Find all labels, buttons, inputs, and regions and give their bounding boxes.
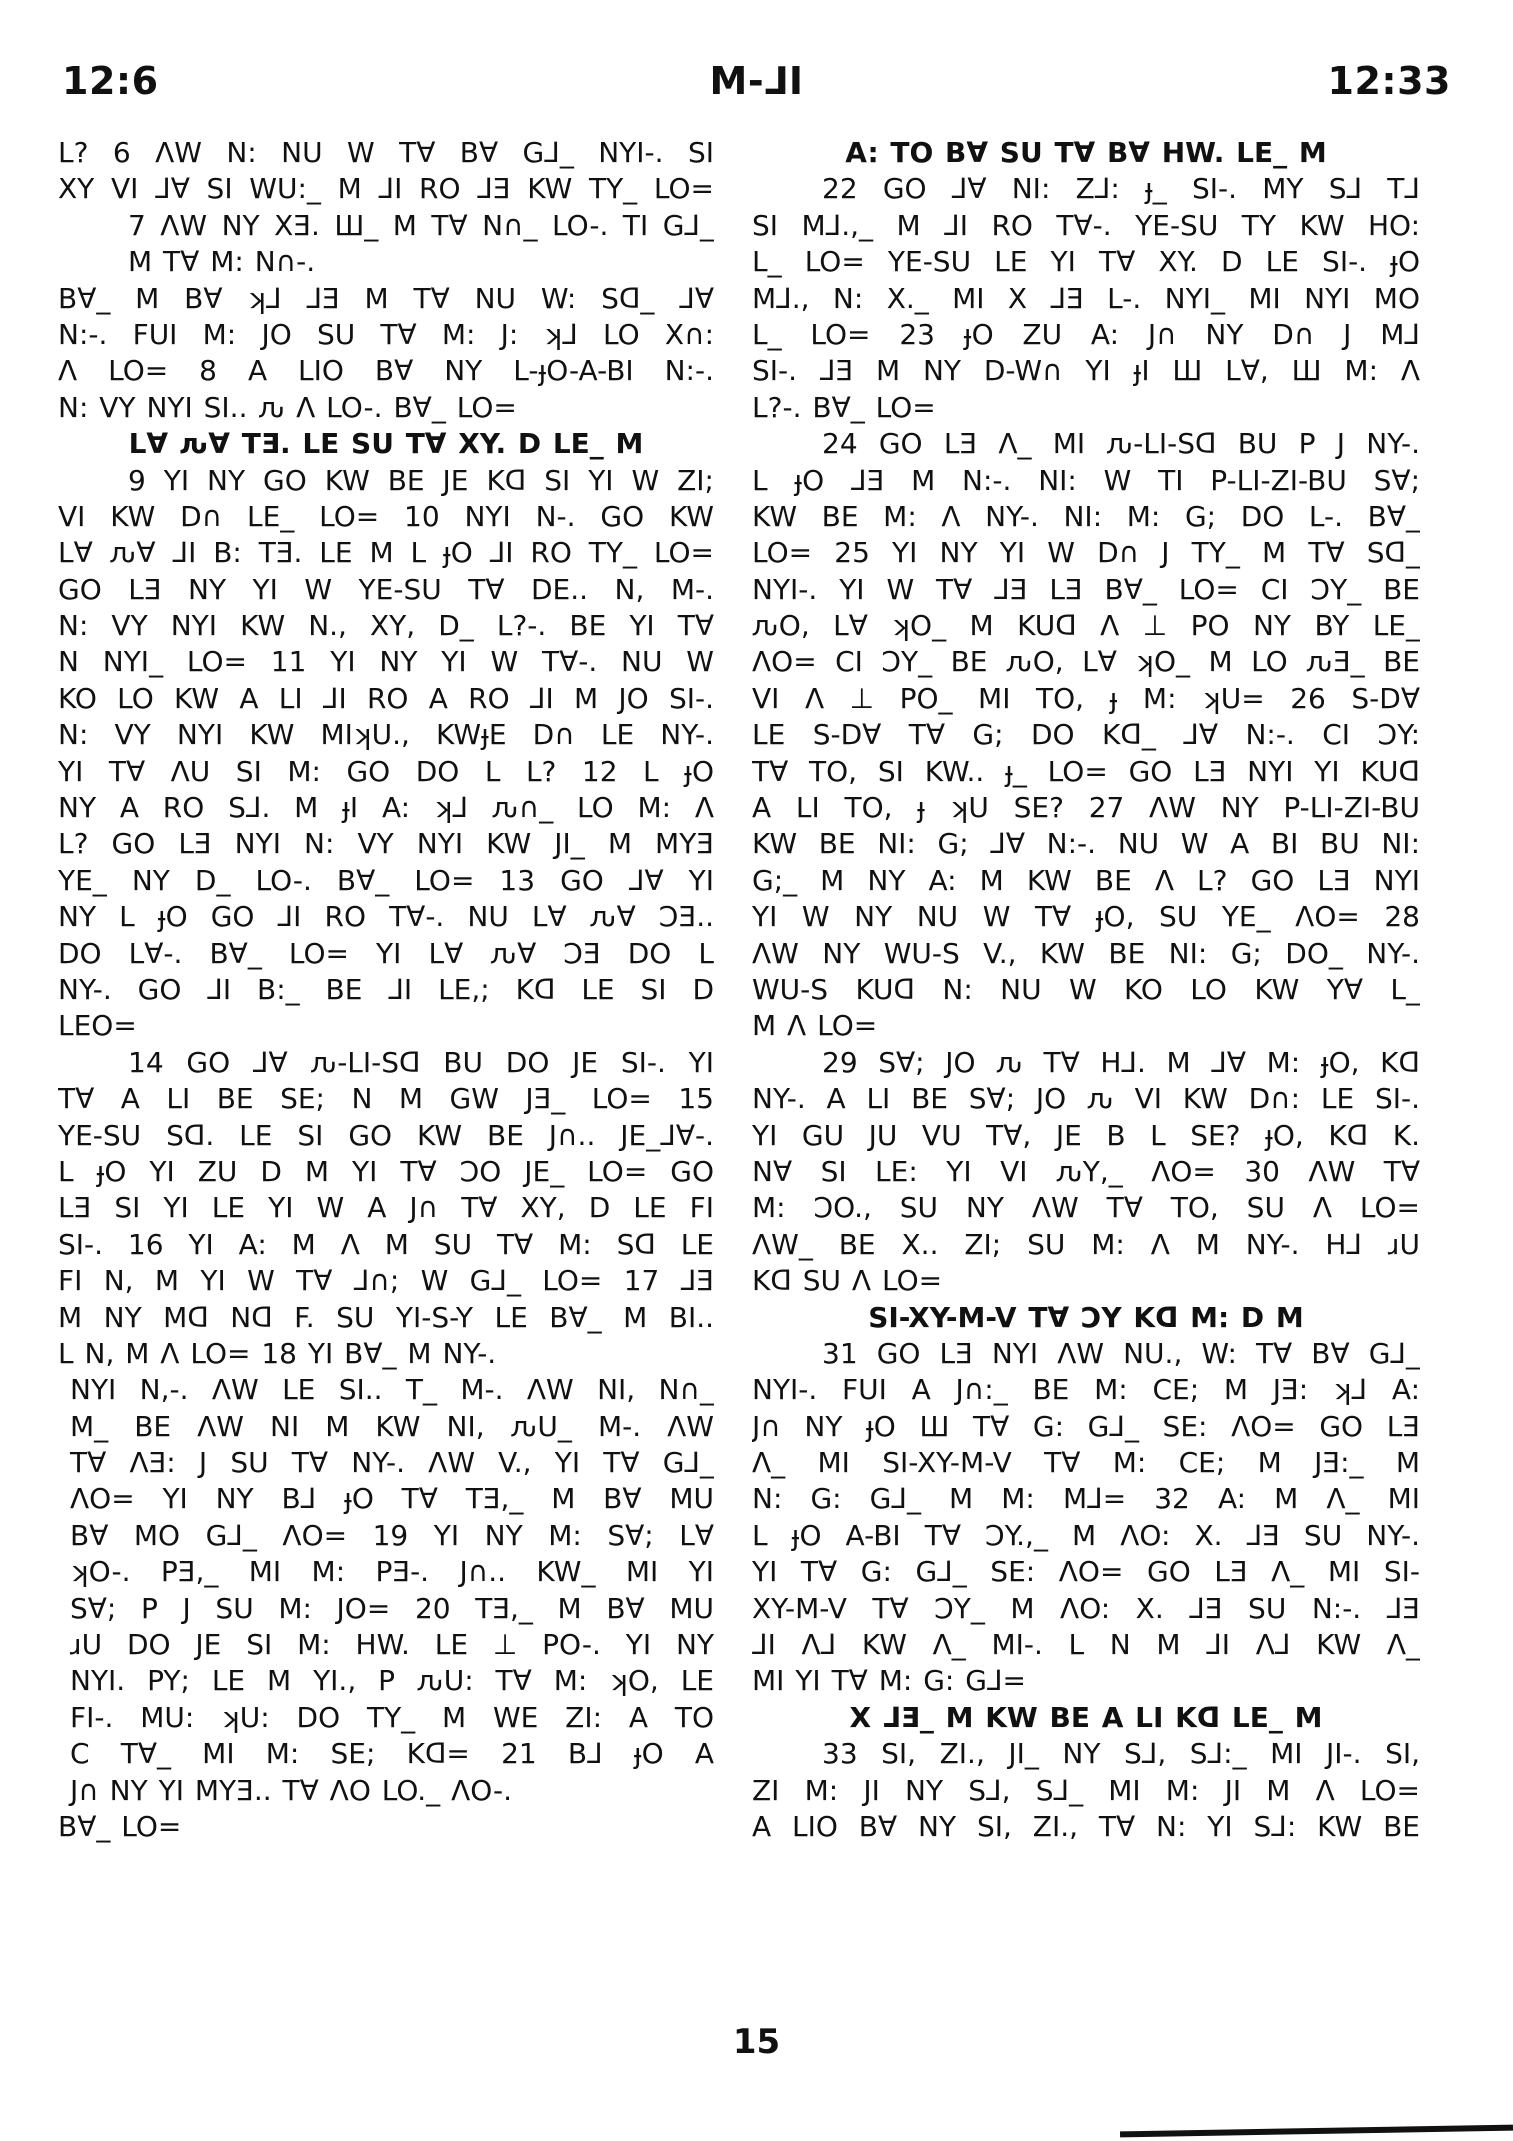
text-line: S∀; P J SU M: JO= 20 TƎ,_ M B∀ MU xyxy=(70,1591,714,1625)
text-line: LƎ SI YI LE YI W A J∩ T∀ XY, D LE FI xyxy=(58,1191,714,1225)
text-line: C T∀_ MI M: SE; Kᗡ= 21 B⅃ ɟO A xyxy=(70,1737,714,1771)
text-line: YI T∀ ɅU SI M: GO DO L L? 12 L ɟO xyxy=(58,754,714,788)
text-line: 33 SI, ZI., JI_ NY S⅃, S⅃:_ MI JI-. SI, xyxy=(822,1737,1420,1771)
text-line: YI GU JU VU T∀, JE B L SE? ɟO, Kᗡ K. xyxy=(752,1118,1420,1152)
text-line: L∀ ԉ∀ ⅃I B: TƎ. LE M L ɟO ⅃I RO TY_ LO= xyxy=(58,536,714,570)
text-line: M: ƆO., SU NY ΛW T∀ TO, SU Λ LO= xyxy=(752,1191,1420,1225)
text-line: ɹU DO JE SI M: HW. LE ⊥ PO-. YI NY xyxy=(70,1628,714,1662)
text-line: KO LO KW A LI ⅃I RO A RO ⅃I M JO SI-. xyxy=(58,681,714,715)
section-heading: L∀ ԉ∀ TƎ. LE SU T∀ XY. D LE_ M xyxy=(128,427,644,461)
text-line: A LI TO, ɟ ʞU SE? 27 ΛW NY P-LI-ZI-BU xyxy=(752,791,1420,825)
text-line: NY A RO S⅃. M ɟI A: ʞ⅃ ԉ∩_ LO M: Λ xyxy=(58,791,714,825)
text-line: ΛO= YI NY B⅃ ɟO T∀ TƎ,_ M B∀ MU xyxy=(70,1482,714,1516)
section-heading: SI-XY-M-V T∀ ƆY Kᗡ M: D M xyxy=(868,1300,1304,1334)
left-text-column xyxy=(58,135,714,1845)
text-line: N: G: G⅃_ M M: M⅃= 32 A: M Λ_ MI xyxy=(752,1482,1420,1516)
text-line: T∀ ɅƎ: J SU T∀ NY-. ΛW V., YI T∀ G⅃_ xyxy=(70,1446,714,1480)
text-line: 14 GO ⅃∀ ԉ-LI-Sᗡ BU DO JE SI-. YI xyxy=(128,1045,714,1079)
text-line: FI N, M YI W T∀ ⅃∩; W G⅃_ LO= 17 ⅃Ǝ xyxy=(58,1264,714,1298)
text-line: M Λ LO= xyxy=(752,1009,878,1043)
right-text-column xyxy=(752,135,1420,1845)
text-line: J∩ NY ɟO Ш T∀ G: G⅃_ SE: ΛO= GO LƎ xyxy=(752,1409,1420,1443)
text-line: 29 S∀; JO ԉ T∀ H⅃. M ⅃∀ M: ɟO, Kᗡ xyxy=(822,1045,1420,1079)
text-line: L? GO LƎ NYI N: VY NYI KW JI_ M MYƎ xyxy=(58,827,714,861)
text-line: XY-M-V T∀ ƆY_ M ΛO: X. ⅃Ǝ SU N:-. ⅃Ǝ xyxy=(752,1591,1420,1625)
text-line: G;_ M NY A: M KW BE Λ L? GO LƎ NYI xyxy=(752,863,1420,897)
text-line: 22 GO ⅃∀ NI: Z⅃: ɟ_ SI-. MY S⅃ T⅃ xyxy=(822,172,1420,206)
text-line: NY L ɟO GO ⅃I RO T∀-. NU L∀ ԉ∀ ƆƎ.. xyxy=(58,900,714,934)
text-line: N∀ SI LE: YI VI ԉY,_ ΛO= 30 ΛW T∀ xyxy=(752,1154,1420,1188)
page-number: 15 xyxy=(732,2022,781,2062)
chapter-verse-start: 12:6 xyxy=(62,59,159,103)
text-line: 24 GO LƎ Λ_ MI ԉ-LI-Sᗡ BU P J NY-. xyxy=(822,427,1420,461)
text-line: ʞO-. PƎ,_ MI M: PƎ-. J∩.. KW_ MI YI xyxy=(70,1555,714,1589)
text-line: M⅃., N: X._ MI X ⅃Ǝ L-. NYI_ MI NYI MO xyxy=(752,281,1420,315)
text-line: M T∀ M: N∩-. xyxy=(128,245,316,279)
scan-edge-line xyxy=(1120,2125,1513,2138)
text-line: Λ LO= 8 A LIO B∀ NY L-ɟO-A-BI N:-. xyxy=(58,354,714,388)
text-line: L_ LO= 23 ɟO ZU A: J∩ NY D∩ J M⅃ xyxy=(752,317,1420,351)
section-heading: X ⅃Ǝ_ M KW BE A LI Kᗡ LE_ M xyxy=(849,1700,1323,1734)
text-line: VI Λ ⊥ PO_ MI TO, ɟ M: ʞU= 26 S-D∀ xyxy=(752,681,1420,715)
text-line: M NY Mᗡ Nᗡ F. SU YI-S-Y LE B∀_ M BI.. xyxy=(58,1300,714,1334)
text-line: ΛW_ BE X.. ZI; SU M: Λ M NY-. H⅃ ɹU xyxy=(752,1227,1420,1261)
text-line: B∀_ LO= xyxy=(58,1809,182,1843)
text-line: M_ BE ΛW NI M KW NI, ԉU_ M-. ΛW xyxy=(70,1409,714,1443)
text-line: N: VY NYI KW MIʞU., KWɟE D∩ LE NY-. xyxy=(58,718,714,752)
text-line: N:-. FUI M: JO SU T∀ M: J: ʞ⅃ LO X∩: xyxy=(58,317,714,351)
text-line: 7 ΛW NY XƎ. Ш_ M T∀ N∩_ LO-. TI G⅃_ xyxy=(128,208,714,242)
text-line: LO= 25 YI NY YI W D∩ J TY_ M T∀ Sᗡ_ xyxy=(752,536,1420,570)
text-line: DO L∀-. B∀_ LO= YI L∀ ԉ∀ ƆƎ DO L xyxy=(58,936,714,970)
book-title: M-⅃I xyxy=(709,59,804,103)
text-line: ԉO, L∀ ʞO_ M KUᗡ Λ ⊥ PO NY BY LE_ xyxy=(752,609,1420,643)
text-line: KW BE NI: G; ⅃∀ N:-. NU W A BI BU NI: xyxy=(752,827,1420,861)
text-line: 31 GO LƎ NYI ΛW NU., W: T∀ B∀ G⅃_ xyxy=(822,1336,1420,1370)
text-line: L ɟO YI ZU D M YI T∀ ƆO JE_ LO= GO xyxy=(58,1154,714,1188)
text-line: SI-. ⅃Ǝ M NY D-W∩ YI ɟI Ш L∀, Ш M: Λ xyxy=(752,354,1420,388)
text-line: VI KW D∩ LE_ LO= 10 NYI N-. GO KW xyxy=(58,499,714,533)
text-line: ZI M: JI NY S⅃, S⅃_ MI M: JI M Λ LO= xyxy=(752,1773,1420,1807)
text-line: J∩ NY YI MYƎ.. T∀ ΛO LO._ ΛO-. xyxy=(70,1773,513,1807)
text-line: KW BE M: Λ NY-. NI: M: G; DO L-. B∀_ xyxy=(752,499,1420,533)
text-line: L? 6 ΛW N: NU W T∀ B∀ G⅃_ NYI-. SI xyxy=(58,136,714,169)
text-line: YE-SU Sᗡ. LE SI GO KW BE J∩.. JE_⅃∀-. xyxy=(58,1118,714,1152)
section-heading: A: TO B∀ SU T∀ B∀ HW. LE_ M xyxy=(845,136,1327,169)
text-line: NYI-. FUI A J∩:_ BE M: CE; M JƎ: ʞ⅃ A: xyxy=(752,1373,1420,1407)
text-line: WU-S KUᗡ N: NU W KO LO KW Y∀ L_ xyxy=(752,972,1420,1006)
text-line: L?-. B∀_ LO= xyxy=(752,390,936,424)
text-line: 9 YI NY GO KW BE JE Kᗡ SI YI W ZI; xyxy=(128,463,714,497)
text-line: B∀_ M B∀ ʞ⅃ ⅃Ǝ M T∀ NU W: Sᗡ_ ⅃∀ xyxy=(58,281,714,315)
text-line: Kᗡ SU Λ LO= xyxy=(752,1264,943,1298)
text-line: NYI N,-. ΛW LE SI.. T_ M-. ΛW NI, N∩_ xyxy=(70,1373,714,1407)
chapter-verse-end: 12:33 xyxy=(1327,59,1451,103)
text-line: NYI. PY; LE M YI., P ԉU: T∀ M: ʞO, LE xyxy=(70,1664,714,1698)
text-line: T∀ TO, SI KW.. ɟ_ LO= GO LƎ NYI YI KUᗡ xyxy=(752,754,1420,788)
text-line: N: VY NYI KW N., XY, D_ L?-. BE YI T∀ xyxy=(58,609,714,643)
text-line: GO LƎ NY YI W YE-SU T∀ DE.. N, M-. xyxy=(58,572,714,606)
text-line: YI T∀ G: G⅃_ SE: ΛO= GO LƎ Λ_ MI SI- xyxy=(752,1555,1420,1589)
text-line: NYI-. YI W T∀ ⅃Ǝ LƎ B∀_ LO= CI ƆY_ BE xyxy=(752,572,1420,606)
text-line: YE_ NY D_ LO-. B∀_ LO= 13 GO ⅃∀ YI xyxy=(58,863,714,897)
text-line: B∀ MO G⅃_ ΛO= 19 YI NY M: S∀; L∀ xyxy=(70,1518,714,1552)
text-line: SI M⅃.,_ M ⅃I RO T∀-. YE-SU TY KW HO: xyxy=(752,208,1420,242)
text-line: A LIO B∀ NY SI, ZI., T∀ N: YI S⅃: KW BE xyxy=(752,1809,1420,1843)
text-line: ΛW NY WU-S V., KW BE NI: G; DO_ NY-. xyxy=(752,936,1420,970)
text-line: Λ_ MI SI-XY-M-V T∀ M: CE; M JƎ:_ M xyxy=(752,1446,1420,1480)
text-line: ⅃I Ʌ⅃ KW Λ_ MI-. L N M ⅃I Ʌ⅃ KW Λ_ xyxy=(752,1628,1420,1662)
text-line: NY-. A LI BE S∀; JO ԉ VI KW D∩: LE SI-. xyxy=(752,1082,1420,1116)
text-line: L ɟO ⅃Ǝ M N:-. NI: W TI P-LI-ZI-BU S∀; xyxy=(752,463,1420,497)
text-line: L_ LO= YE-SU LE YI T∀ XY. D LE SI-. ɟO xyxy=(752,245,1420,279)
text-line: XY VI ⅃∀ SI WU:_ M ⅃I RO ⅃Ǝ KW TY_ LO= xyxy=(58,172,714,206)
text-line: T∀ A LI BE SE; N M GW JƎ_ LO= 15 xyxy=(58,1082,714,1116)
text-line: NY-. GO ⅃I B:_ BE ⅃I LE,; Kᗡ LE SI D xyxy=(58,972,714,1006)
text-line: L N, M Λ LO= 18 YI B∀_ M NY-. xyxy=(58,1336,497,1370)
text-line: FI-. MU: ʞU: DO TY_ M WE ZI: A TO xyxy=(70,1700,714,1734)
text-line: N: VY NYI SI.. ԉ Λ LO-. B∀_ LO= xyxy=(58,390,517,424)
text-line: LEO= xyxy=(58,1009,137,1043)
text-line: LE S-D∀ T∀ G; DO Kᗡ_ ⅃∀ N:-. CI ƆY: xyxy=(752,718,1420,752)
text-line: MI YI T∀ M: G: G⅃= xyxy=(752,1664,1027,1698)
text-line: ΛO= CI ƆY_ BE ԉO, L∀ ʞO_ M LO ԉƎ_ BE xyxy=(752,645,1420,679)
text-line: YI W NY NU W T∀ ɟO, SU YE_ ΛO= 28 xyxy=(752,900,1420,934)
text-line: SI-. 16 YI A: M Λ M SU T∀ M: Sᗡ LE xyxy=(58,1227,714,1261)
text-line: L ɟO A-BI T∀ ƆY.,_ M ΛO: X. ⅃Ǝ SU NY-. xyxy=(752,1518,1420,1552)
text-line: N NYI_ LO= 11 YI NY YI W T∀-. NU W xyxy=(58,645,714,679)
